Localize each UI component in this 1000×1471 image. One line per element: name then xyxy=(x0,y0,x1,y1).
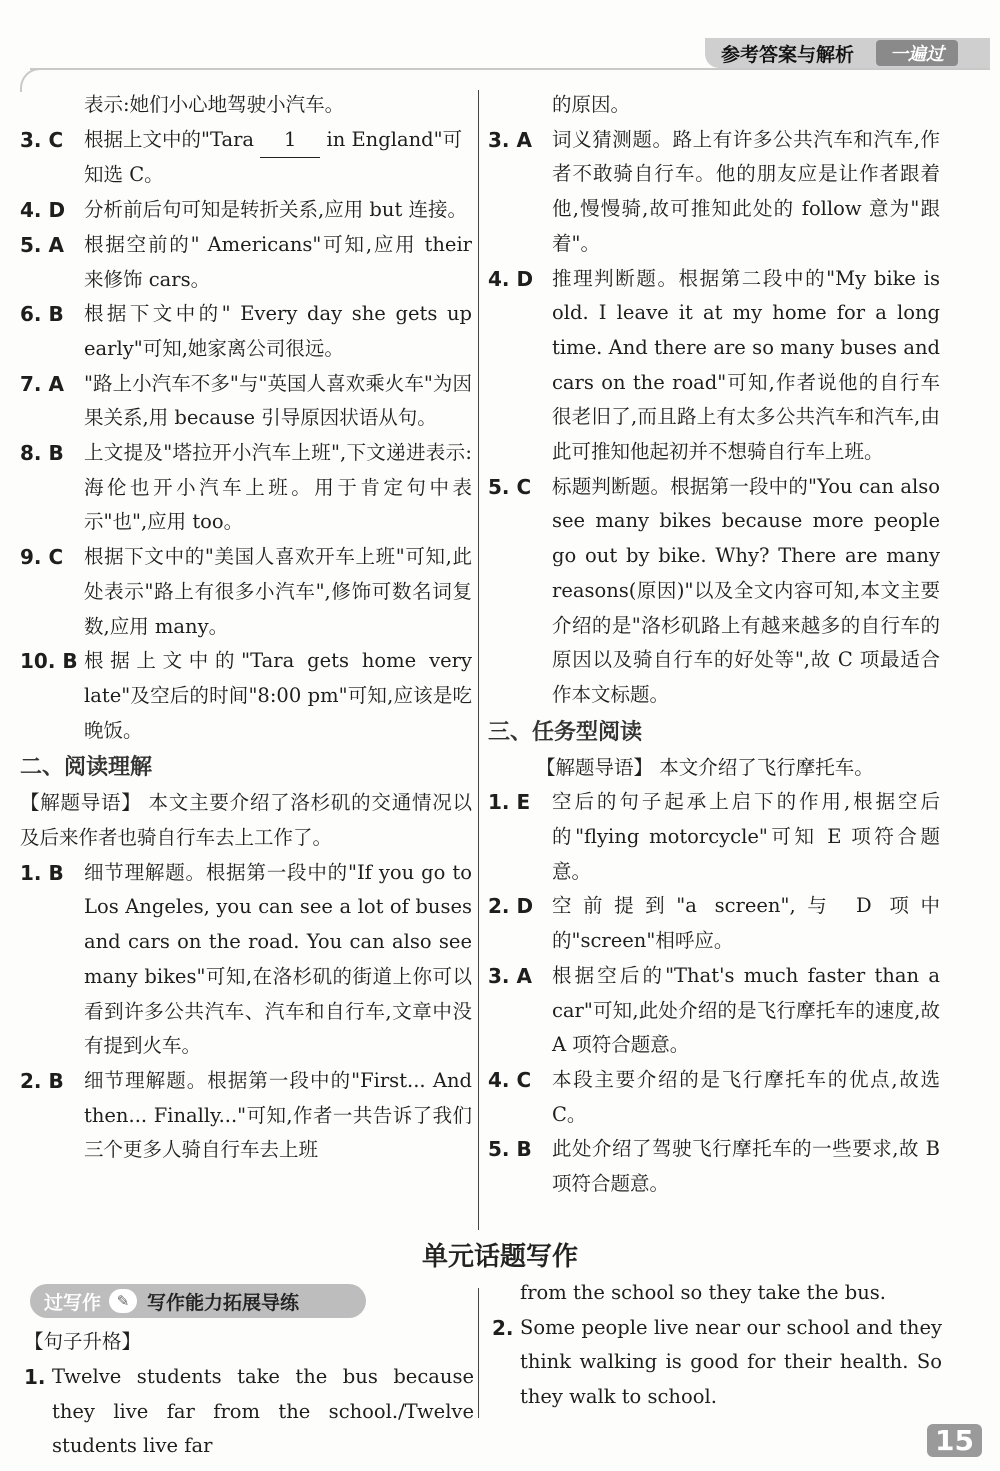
writing-text: Some people live near our school and they think walking is good for their health. So they walk to school. xyxy=(520,1315,942,1409)
section-guide xyxy=(488,751,940,786)
answer-explanation: "路上小汽车不多"与"英国人喜欢乘火车"为因果关系,用 because 引导原因状语从句。 xyxy=(84,371,472,430)
answer-number: 10. B xyxy=(20,649,78,674)
answer-number: 2. D xyxy=(488,894,534,919)
writing-right xyxy=(492,1276,942,1415)
answer-explanation: 细节理解题。根据第一段中的"First... And then... Finally..."可知,作者一共告诉了我们三个更多人骑自行车去上班 xyxy=(84,1068,472,1162)
continued-text: from the school so they take the bus. xyxy=(520,1281,886,1304)
answer-item xyxy=(20,856,472,1064)
answer-item xyxy=(20,123,472,193)
page-header-tab xyxy=(705,38,990,68)
section-title: 三、任务型阅读 xyxy=(488,719,643,745)
answer-item xyxy=(488,470,940,713)
writing-item xyxy=(492,1311,942,1415)
header-title: 参考答案与解析 xyxy=(721,43,855,66)
answer-explanation: 推理判断题。根据第二段中的"My bike is old. I leave it at my home for a long time. And there are so many buses and cars on the road"可知,作者说他的自行车很老旧了,而且路上有太多公共汽车和汽车,由此可推知他起初并不想骑自行车上班。 xyxy=(552,266,940,464)
answer-explanation: 根据空后的"That's much faster than a car"可知,此处介绍的是飞行摩托车的速度,故 A 项符合题意。 xyxy=(552,963,940,1057)
answer-number: 4. D xyxy=(20,198,66,223)
answer-number: 1. E xyxy=(488,790,531,815)
answer-item xyxy=(20,1064,472,1168)
page-number: 15 xyxy=(927,1424,982,1457)
badge-subtitle: 写作能力拓展导练 xyxy=(147,1291,300,1314)
answer-explanation: 本段主要介绍的是飞行摩托车的优点,故选 C。 xyxy=(552,1067,940,1126)
answer-number: 9. C xyxy=(20,545,64,570)
column-divider-bottom xyxy=(478,1288,479,1418)
answer-item xyxy=(20,297,472,366)
left-column xyxy=(20,88,472,1168)
section-title: 二、阅读理解 xyxy=(20,755,153,781)
answer-item xyxy=(20,540,472,644)
guide-text: 本文主要介绍了洛杉矶的交通情况以及后来作者也骑自行车去上工作了。 xyxy=(20,791,472,850)
answer-number: 1. B xyxy=(20,860,64,885)
writing-text: Twelve students take the bus because they live far from the school./Twelve students live far xyxy=(52,1365,474,1458)
guide-text: 本文介绍了飞行摩托车。 xyxy=(659,755,874,779)
answer-item xyxy=(20,367,472,436)
guide-label: 【解题导语】 xyxy=(536,755,654,779)
answer-explanation: 上文提及"塔拉开小汽车上班",下文递进表示:海伦也开小汽车上班。用于肯定句中表示"也",应用 too。 xyxy=(84,441,472,534)
answer-number: 8. B xyxy=(20,441,64,466)
answer-explanation: 词义猜测题。路上有许多公共汽车和汽车,作者不敢骑自行车。他的朋友应是让作者跟着他,慢慢骑,故可推知此处的 follow 意为"跟着"。 xyxy=(552,127,940,255)
answer-explanation: 此处介绍了驾驶飞行摩托车的一些要求,故 B 项符合题意。 xyxy=(552,1137,940,1196)
answer-explanation: 根据上文中的"Tara 1 in England"可 知选 C。 xyxy=(84,123,472,193)
writing-item xyxy=(24,1360,474,1464)
answer-number: 5. C xyxy=(488,474,532,499)
answer-number: 7. A xyxy=(20,371,64,396)
guide-label: 【解题导语】 xyxy=(20,791,142,815)
answer-item xyxy=(488,1063,940,1132)
answer-explanation: 标题判断题。根据第一段中的"You can also see many bikes because more people go out by bike. Why? There are many reasons(原因)"以及全文内容可知,本文主要介绍的是"洛杉矶路上有越来越多的自行车的原因以及骑自行车的好处等",故 C 项最适合作本文标题。 xyxy=(552,474,940,706)
answer-number: 2. B xyxy=(20,1068,64,1093)
writing-badge xyxy=(30,1284,366,1318)
answer-item xyxy=(20,436,472,540)
header-brand: 一遍过 xyxy=(876,40,958,66)
answer-number: 3. C xyxy=(20,127,64,152)
answer-item xyxy=(488,1132,940,1201)
answer-number: 3. A xyxy=(488,963,532,988)
answer-explanation: 根据下文中的"美国人喜欢开车上班"可知,此处表示"路上有很多小汽车",修饰可数名词复数,应用 many。 xyxy=(84,545,472,638)
answer-item xyxy=(488,959,940,1063)
answer-explanation: 根据下文中的" Every day she gets up early"可知,她家离公司很远。 xyxy=(84,302,472,360)
answer-item xyxy=(20,644,472,748)
sentence-upgrade-heading: 【句子升格】 xyxy=(24,1330,142,1353)
answer-item xyxy=(488,785,940,889)
pencil-icon: ✎ xyxy=(109,1289,137,1313)
answer-explanation: 空前提到"a screen",与 D 项中的"screen"相呼应。 xyxy=(552,894,940,953)
answer-explanation: 细节理解题。根据第一段中的"If you go to Los Angeles, you can see a lot of buses and cars on the road. You can also see many bikes"可知,在洛杉矶的街道上你可以看到许多公共汽车、汽车和自行车,文章中没有提到火车。 xyxy=(84,860,472,1058)
answer-item xyxy=(488,123,940,262)
answer-item xyxy=(488,889,940,958)
writing-number: 2. xyxy=(492,1315,514,1340)
answer-explanation: 根据空前的" Americans"可知,应用 their 来修饰 cars。 xyxy=(84,232,472,291)
answer-item xyxy=(488,262,940,470)
answer-number: 3. A xyxy=(488,127,532,152)
answer-explanation: 根据上文中的"Tara gets home very late"及空后的时间"8:00 pm"可知,应该是吃晚饭。 xyxy=(84,649,472,742)
answer-item xyxy=(20,193,472,228)
writing-title: 单元话题写作 xyxy=(421,1242,578,1272)
answer-number: 6. B xyxy=(20,302,64,327)
answer-explanation: 分析前后句可知是转折关系,应用 but 连接。 xyxy=(84,198,467,222)
right-column xyxy=(488,88,940,1202)
section-guide xyxy=(20,786,472,855)
answer-item xyxy=(20,228,472,297)
answer-number: 5. B xyxy=(488,1137,532,1162)
answer-number: 4. D xyxy=(488,266,534,291)
answer-number: 5. A xyxy=(20,232,64,257)
continued-text: 的原因。 xyxy=(552,93,631,116)
writing-left xyxy=(24,1360,474,1464)
answer-explanation: 空后的句子起承上启下的作用,根据空后的"flying motorcycle"可知 E 项符合题意。 xyxy=(552,790,940,883)
badge-label: 过写作 xyxy=(44,1291,102,1314)
column-divider xyxy=(478,90,479,1230)
blank-number: 1 xyxy=(260,123,320,159)
answer-number: 4. C xyxy=(488,1067,532,1092)
header-rule xyxy=(30,68,990,70)
continued-text: 表示:她们小心地驾驶小汽车。 xyxy=(84,93,345,116)
writing-number: 1. xyxy=(24,1365,46,1389)
